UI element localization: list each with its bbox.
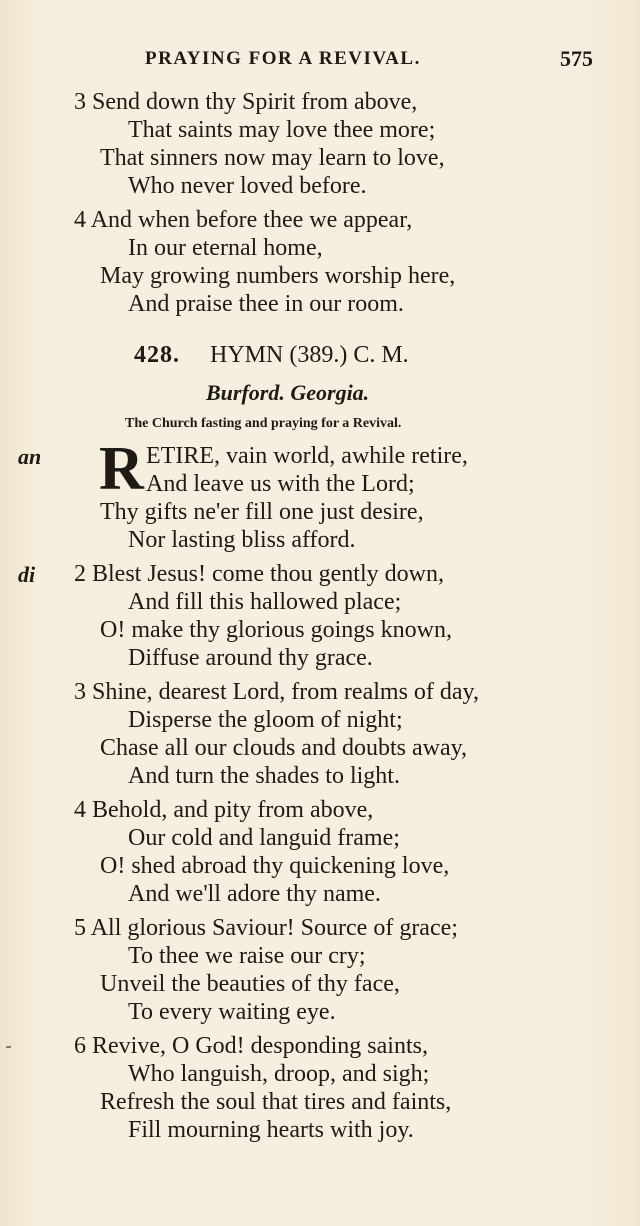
stanza-number: 4	[74, 207, 86, 233]
stanza-line	[74, 1032, 428, 1060]
page-number: 575	[560, 46, 593, 71]
stanza-line: And turn the shades to light.	[128, 763, 400, 789]
stanza-line: ETIRE, vain world, awhile retire,	[146, 443, 468, 469]
stanza-number: 3	[74, 89, 86, 115]
stanza-line: Thy gifts ne'er fill one just desire,	[100, 499, 424, 525]
stanza-line: And praise thee in our room.	[128, 291, 404, 317]
margin-note: an	[18, 444, 42, 469]
stanza-line: O! shed abroad thy quickening love,	[100, 853, 450, 879]
stanza-number: 6	[74, 1033, 86, 1059]
margin-mark	[6, 1046, 11, 1048]
tune-names: Burford. Georgia.	[206, 380, 370, 405]
stanza-line: And leave us with the Lord;	[146, 471, 415, 497]
running-title: PRAYING FOR A REVIVAL.	[145, 48, 421, 69]
hymn-subtitle: The Church fasting and praying for a Revival.	[125, 416, 402, 431]
verse-text: Send down thy Spirit from above,	[92, 89, 418, 115]
stanza-line	[74, 560, 444, 588]
stanza-line: In our eternal home,	[128, 235, 323, 261]
stanza-line: May growing numbers worship here,	[100, 263, 456, 289]
margin-note: di	[18, 562, 36, 587]
stanza-number: 4	[74, 797, 86, 823]
verse-text: Revive, O God! desponding saints,	[92, 1033, 428, 1059]
stanza-line: That saints may love thee more;	[128, 117, 436, 143]
stanza-line: That sinners now may learn to love,	[100, 145, 445, 171]
stanza-line: Chase all our clouds and doubts away,	[100, 735, 468, 761]
stanza-line: Who languish, droop, and sigh;	[128, 1061, 430, 1087]
verse-text: All glorious Saviour! Source of grace;	[90, 915, 458, 941]
stanza-line: Nor lasting bliss afford.	[128, 527, 356, 553]
stanza-line: O! make thy glorious goings known,	[100, 617, 452, 643]
stanza-line	[74, 88, 417, 116]
hymn-title: HYMN (389.) C. M.	[210, 342, 409, 368]
stanza-line: To every waiting eye.	[128, 999, 336, 1025]
stanza-line	[74, 914, 458, 942]
hymn-heading	[134, 342, 409, 369]
stanza-line: Our cold and languid frame;	[128, 825, 400, 851]
stanza-line: And fill this hallowed place;	[128, 589, 402, 615]
verse-text: Behold, and pity from above,	[92, 797, 374, 823]
stanza-line: To thee we raise our cry;	[128, 943, 366, 969]
stanza-line: And we'll adore thy name.	[128, 881, 381, 907]
drop-cap: R	[99, 435, 144, 503]
hymn-number: 428.	[134, 342, 180, 368]
stanza-line: Fill mourning hearts with joy.	[128, 1117, 414, 1143]
verse-text: And when before thee we appear,	[90, 207, 413, 233]
stanza-number: 3	[74, 679, 86, 705]
stanza-line: Who never loved before.	[128, 173, 367, 199]
stanza-number: 2	[74, 561, 86, 587]
stanza-line: Refresh the soul that tires and faints,	[100, 1089, 452, 1115]
stanza-number: 5	[74, 915, 86, 941]
stanza-line	[74, 678, 479, 706]
stanza-line	[74, 796, 373, 824]
stanza-line: Disperse the gloom of night;	[128, 707, 403, 733]
verse-text: Blest Jesus! come thou gently down,	[92, 561, 444, 587]
stanza-line	[74, 206, 412, 234]
stanza-line: Unveil the beauties of thy face,	[100, 971, 400, 997]
stanza-line: Diffuse around thy grace.	[128, 645, 373, 671]
verse-text: Shine, dearest Lord, from realms of day,	[92, 679, 479, 705]
